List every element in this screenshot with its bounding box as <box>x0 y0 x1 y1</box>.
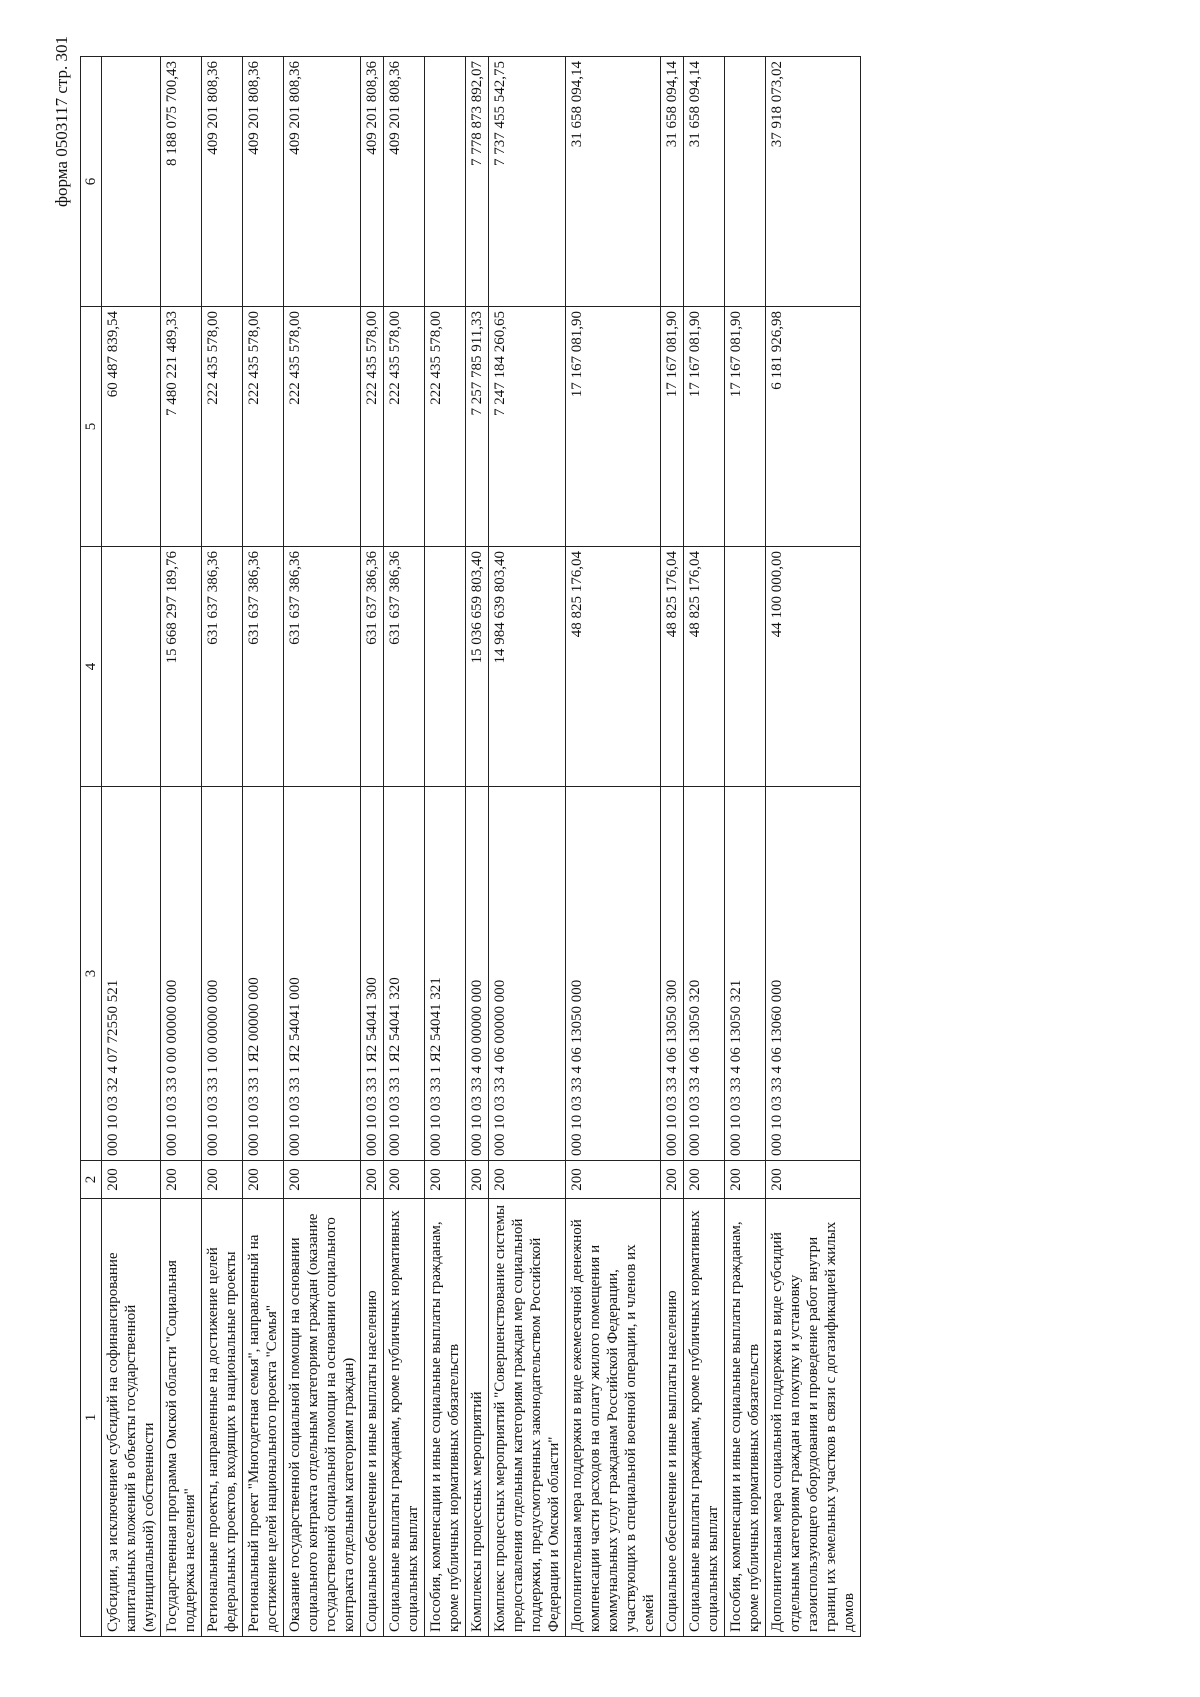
row-name: Социальное обеспечение и иные выплаты населению <box>361 1199 384 1637</box>
unexecuted-amount: 31 658 094,14 <box>684 57 725 307</box>
table-row <box>102 57 161 1637</box>
table-row <box>284 57 361 1637</box>
column-header: 2 <box>81 1161 102 1199</box>
row-line-code: 200 <box>202 1161 243 1199</box>
budget-classification-code: 000 10 03 33 1 Я2 54041 300 <box>361 787 384 1161</box>
expense-table <box>80 56 861 1637</box>
unexecuted-amount: 7 737 455 542,75 <box>489 57 566 307</box>
table-row <box>425 57 466 1637</box>
row-name: Государственная программа Омской области "Социальная поддержка населения" <box>161 1199 202 1637</box>
executed-amount: 222 435 578,00 <box>361 307 384 547</box>
approved-amount: 631 637 386,36 <box>361 547 384 787</box>
table-row <box>243 57 284 1637</box>
unexecuted-amount: 37 918 073,02 <box>766 57 861 307</box>
table-row <box>684 57 725 1637</box>
row-line-code: 200 <box>102 1161 161 1199</box>
executed-amount: 17 167 081,90 <box>725 307 766 547</box>
unexecuted-amount: 7 778 873 892,07 <box>466 57 489 307</box>
budget-classification-code: 000 10 03 33 4 06 13050 320 <box>684 787 725 1161</box>
table-row <box>466 57 489 1637</box>
unexecuted-amount <box>725 57 766 307</box>
row-name: Дополнительная мера поддержки в виде ежемесячной денежной компенсации части расходов на оплату жилого помещения и коммунальных услуг гражданам Российской Федерации, участвующих в специальной военной операции, и членов их семей <box>566 1199 661 1637</box>
column-header: 1 <box>81 1199 102 1637</box>
row-line-code: 200 <box>284 1161 361 1199</box>
table-row <box>489 57 566 1637</box>
table-row <box>766 57 861 1637</box>
executed-amount: 222 435 578,00 <box>243 307 284 547</box>
approved-amount <box>425 547 466 787</box>
column-header: 5 <box>81 307 102 547</box>
row-line-code: 200 <box>566 1161 661 1199</box>
column-header: 3 <box>81 787 102 1161</box>
row-name: Комплекс процессных мероприятий "Совершенствование системы предоставления отдельным категориям граждан мер социальной поддержки, предусмотренных законодательством Российской Федерации и Омской области" <box>489 1199 566 1637</box>
table-row <box>725 57 766 1637</box>
executed-amount: 222 435 578,00 <box>425 307 466 547</box>
executed-amount: 60 487 839,54 <box>102 307 161 547</box>
unexecuted-amount: 409 201 808,36 <box>243 57 284 307</box>
executed-amount: 7 247 184 260,65 <box>489 307 566 547</box>
row-name: Комплексы процессных мероприятий <box>466 1199 489 1637</box>
budget-classification-code: 000 10 03 33 1 00 00000 000 <box>202 787 243 1161</box>
approved-amount: 15 668 297 189,76 <box>161 547 202 787</box>
column-header: 6 <box>81 57 102 307</box>
row-name: Дополнительная мера социальной поддержки в виде субсидий отдельным категориям граждан на покупку и установку газоиспользующего оборудования и проведение работ внутри границ их земельных участков в связи с догазификацией жилых домов <box>766 1199 861 1637</box>
budget-classification-code: 000 10 03 33 0 00 00000 000 <box>161 787 202 1161</box>
row-line-code: 200 <box>384 1161 425 1199</box>
row-name: Оказание государственной социальной помощи на основании социального контракта отдельным категориям граждан (оказание государственной социальной помощи на основании социального контракта отдельным категориям граждан) <box>284 1199 361 1637</box>
approved-amount: 631 637 386,36 <box>284 547 361 787</box>
executed-amount: 17 167 081,90 <box>661 307 684 547</box>
unexecuted-amount <box>102 57 161 307</box>
unexecuted-amount: 409 201 808,36 <box>361 57 384 307</box>
budget-classification-code: 000 10 03 33 4 06 00000 000 <box>489 787 566 1161</box>
row-line-code: 200 <box>161 1161 202 1199</box>
approved-amount: 48 825 176,04 <box>661 547 684 787</box>
budget-classification-code: 000 10 03 33 4 00 00000 000 <box>466 787 489 1161</box>
row-name: Пособия, компенсации и иные социальные выплаты гражданам, кроме публичных нормативных обязательств <box>425 1199 466 1637</box>
form-reference: форма 0503117 стр. 301 <box>52 36 71 207</box>
approved-amount: 631 637 386,36 <box>202 547 243 787</box>
row-name: Региональные проекты, направленные на достижение целей федеральных проектов, входящих в национальные проекты <box>202 1199 243 1637</box>
row-line-code: 200 <box>489 1161 566 1199</box>
budget-classification-code: 000 10 03 33 4 06 13050 000 <box>566 787 661 1161</box>
executed-amount: 7 480 221 489,33 <box>161 307 202 547</box>
column-header: 4 <box>81 547 102 787</box>
unexecuted-amount: 8 188 075 700,43 <box>161 57 202 307</box>
table-row <box>661 57 684 1637</box>
approved-amount: 631 637 386,36 <box>243 547 284 787</box>
unexecuted-amount: 409 201 808,36 <box>202 57 243 307</box>
row-name: Пособия, компенсации и иные социальные выплаты гражданам, кроме публичных нормативных обязательств <box>725 1199 766 1637</box>
row-name: Социальные выплаты гражданам, кроме публичных нормативных социальных выплат <box>384 1199 425 1637</box>
executed-amount: 7 257 785 911,33 <box>466 307 489 547</box>
row-name: Социальное обеспечение и иные выплаты населению <box>661 1199 684 1637</box>
executed-amount: 222 435 578,00 <box>284 307 361 547</box>
row-line-code: 200 <box>425 1161 466 1199</box>
row-name: Региональный проект "Многодетная семья", направленный на достижение целей национального проекта "Семья" <box>243 1199 284 1637</box>
unexecuted-amount: 409 201 808,36 <box>384 57 425 307</box>
unexecuted-amount <box>425 57 466 307</box>
approved-amount <box>725 547 766 787</box>
approved-amount <box>102 547 161 787</box>
budget-classification-code: 000 10 03 33 4 06 13060 000 <box>766 787 861 1161</box>
row-line-code: 200 <box>243 1161 284 1199</box>
row-line-code: 200 <box>661 1161 684 1199</box>
unexecuted-amount: 409 201 808,36 <box>284 57 361 307</box>
table-row <box>161 57 202 1637</box>
approved-amount: 48 825 176,04 <box>684 547 725 787</box>
row-line-code: 200 <box>725 1161 766 1199</box>
executed-amount: 6 181 926,98 <box>766 307 861 547</box>
approved-amount: 48 825 176,04 <box>566 547 661 787</box>
budget-classification-code: 000 10 03 33 1 Я2 54041 320 <box>384 787 425 1161</box>
budget-classification-code: 000 10 03 32 4 07 72550 521 <box>102 787 161 1161</box>
approved-amount: 631 637 386,36 <box>384 547 425 787</box>
table-row <box>202 57 243 1637</box>
approved-amount: 14 984 639 803,40 <box>489 547 566 787</box>
budget-classification-code: 000 10 03 33 1 Я2 54041 321 <box>425 787 466 1161</box>
row-line-code: 200 <box>466 1161 489 1199</box>
approved-amount: 44 100 000,00 <box>766 547 861 787</box>
row-line-code: 200 <box>361 1161 384 1199</box>
executed-amount: 17 167 081,90 <box>684 307 725 547</box>
table-row <box>384 57 425 1637</box>
budget-classification-code: 000 10 03 33 4 06 13050 321 <box>725 787 766 1161</box>
row-line-code: 200 <box>684 1161 725 1199</box>
row-name: Субсидии, за исключением субсидий на софинансирование капитальных вложений в объекты государственной (муниципальной) собственности <box>102 1199 161 1637</box>
column-number-row <box>81 57 102 1637</box>
table-row <box>566 57 661 1637</box>
budget-classification-code: 000 10 03 33 1 Я2 54041 000 <box>284 787 361 1161</box>
row-line-code: 200 <box>766 1161 861 1199</box>
executed-amount: 222 435 578,00 <box>384 307 425 547</box>
executed-amount: 222 435 578,00 <box>202 307 243 547</box>
executed-amount: 17 167 081,90 <box>566 307 661 547</box>
approved-amount: 15 036 659 803,40 <box>466 547 489 787</box>
budget-classification-code: 000 10 03 33 4 06 13050 300 <box>661 787 684 1161</box>
row-name: Социальные выплаты гражданам, кроме публичных нормативных социальных выплат <box>684 1199 725 1637</box>
unexecuted-amount: 31 658 094,14 <box>661 57 684 307</box>
table-row <box>361 57 384 1637</box>
unexecuted-amount: 31 658 094,14 <box>566 57 661 307</box>
budget-classification-code: 000 10 03 33 1 Я2 00000 000 <box>243 787 284 1161</box>
